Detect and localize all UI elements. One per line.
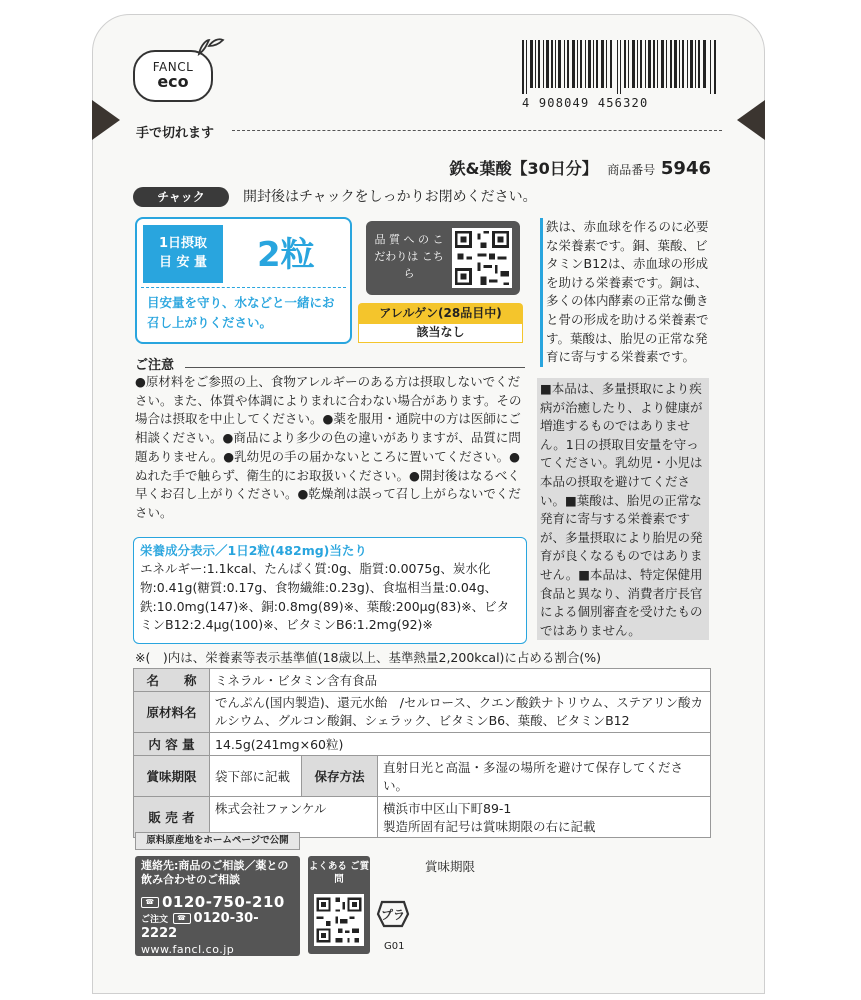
free-dial-icon: ☎ [173,913,191,924]
caution-underline [185,367,525,368]
quality-qr-caption: 品 質 へ の こだわりは こちら [374,233,444,280]
expiry-print-label: 賞味期限 [425,859,476,874]
spec-value: 14.5g(241mg×60粒) [210,733,711,756]
allergen-box [358,303,523,343]
allergen-title: アレルゲン(28品目中) [358,303,523,323]
spec-label: 保存方法 [302,756,378,797]
spec-address [378,797,711,838]
table-row [134,669,711,692]
free-dial-icon: ☎ [141,897,159,908]
barcode-bars [522,40,718,94]
nutrition-text: エネルギー:1.1kcal、たんぱく質:0g、脂質:0.0075g、炭水化物:0.41g(糖質:0.17g、食物繊維:0.23g)、食塩相当量:0.04g、鉄:10.0mg(147)※、銅:0.8mg(89)※、葉酸:200μg(83)※、ビタミンB12:2.4μg(100)※、ビタミンB6:1.2mg(92)※ [140,561,510,633]
origin-tag: 原料原産地をホームページで公開 [135,832,300,850]
table-row [134,756,711,797]
spec-value: 株式会社ファンケル [210,797,378,838]
product-number: 5946 [660,158,711,179]
dosage-box [135,217,352,344]
address-line2: 製造所固有記号は賞味期限の右に記載 [383,819,596,834]
brand-eco: eco [157,72,189,91]
percent-note: ※( )内は、栄養素等表示基準値(18歳以上、基準熱量2,200kcal)に占める割合(%) [135,650,602,665]
barcode [522,40,722,115]
barcode-number: 4 908049 456320 [522,96,649,110]
spec-value: 直射日光と高温・多湿の場所を避けて保存してください。 [378,756,711,797]
qr-code-icon[interactable] [314,894,364,946]
caution-title: ご注意 [135,358,175,373]
product-title [449,156,711,179]
spec-value: 袋下部に記載 [210,756,302,797]
nutrition-title: 栄養成分表示／1日2粒(482mg)当たり [140,543,367,558]
plastic-recycle-icon [374,894,412,930]
nutrition-facts [133,537,527,644]
dosage-label-line2: 目 安 量 [158,255,208,270]
brand-name: FANCL [152,60,194,74]
faq-caption: よくある ご質問 [308,861,370,885]
address-line1: 横浜市中区山下町89-1 [383,801,512,816]
order-label: ご注文 [141,915,169,925]
allergen-value: 該当なし [358,323,523,343]
spec-label: 名 称 [134,669,210,692]
zipper-instruction: 開封後はチャックをしっかりお閉めください。 [243,189,537,205]
dosage-divider [141,287,346,288]
nutrient-benefits: 鉄は、赤血球を作るのに必要な栄養素です。銅、葉酸、ビタミンB12は、赤血球の形成を助ける栄養素です。銅は、多くの体内酵素の正常な働きと骨の形成を助ける栄養素です。葉酸は、胎児の正常な発育に寄与する栄養素です。 [540,218,710,367]
spec-value: ミネラル・ビタミン含有食品 [210,669,711,692]
dosage-value: 2粒 [257,235,315,275]
tear-here-label: 手で切れます [136,126,215,141]
dosage-label-line1: 1日摂取 [158,236,208,251]
contact-tel[interactable]: 0120-750-210 [162,893,285,911]
order-tel[interactable]: 0120-30-2222 [141,911,259,941]
qr-code-icon[interactable] [452,228,512,288]
table-row [134,692,711,733]
recycle-code: G01 [384,941,405,952]
website-link[interactable]: www.fancl.co.jp [141,943,235,956]
product-number-label: 商品番号 [607,163,656,177]
spec-value: でんぷん(国内製造)、還元水飴 /セルロース、クエン酸鉄ナトリウム、ステアリン酸カルシウム、グルコン酸銅、シェラック、ビタミンB6、葉酸、ビタミンB12 [210,692,711,733]
contact-tel-row [141,893,294,911]
dosage-label [143,225,223,283]
product-name: 鉄&葉酸【30日分】 [449,159,598,178]
spec-label: 賞味期限 [134,756,210,797]
zipper-badge: チャック [133,187,229,207]
contact-box [135,856,300,956]
brand-logo [133,50,213,102]
quality-qr-card[interactable] [366,221,520,295]
table-row [134,733,711,756]
product-spec-table [133,668,711,838]
spec-label: 販 売 者 [134,797,210,838]
contact-title: 連絡先:商品のご相談／薬との飲み合わせのご相談 [141,859,289,886]
caution-text: ●原材料をご参照の上、食物アレルギーのある方は摂取しないでください。また、体質や体調によりまれに合わない場合があります。その場合は摂取を中止してください。●薬を服用・通院中の方は医師にご相談ください。●商品により多少の色の違いがありますが、品質に問題ありません。●乳幼児の手の届かないところに置いてください。●ぬれた手で触らず、衛生的にお取扱いください。●開封後はなるべく早くお召し上がりください。●乾燥剤は誤って召し上がらないでください。 [135,374,522,520]
tear-line [232,130,722,131]
warning-box: ■本品は、多量摂取により疾病が治癒したり、より健康が増進するものではありません。1日の摂取目安量を守ってください。乳幼児・小児は本品の摂取を避けてください。■葉酸は、胎児の正常な発育に寄与する栄養素ですが、多量摂取により胎児の発育が良くなるものではありません。■本品は、特定保健用食品と異なり、消費者庁長官による個別審査を受けたものではありません。 [537,378,709,640]
dosage-note: 目安量を守り、水などと一緒にお召し上がりください。 [147,295,335,330]
spec-label: 原材料名 [134,692,210,733]
faq-box[interactable] [308,856,370,954]
order-tel-row [141,911,294,941]
spec-label: 内 容 量 [134,733,210,756]
leaf-icon [195,36,225,56]
recycle-mark: プラ [380,908,406,922]
